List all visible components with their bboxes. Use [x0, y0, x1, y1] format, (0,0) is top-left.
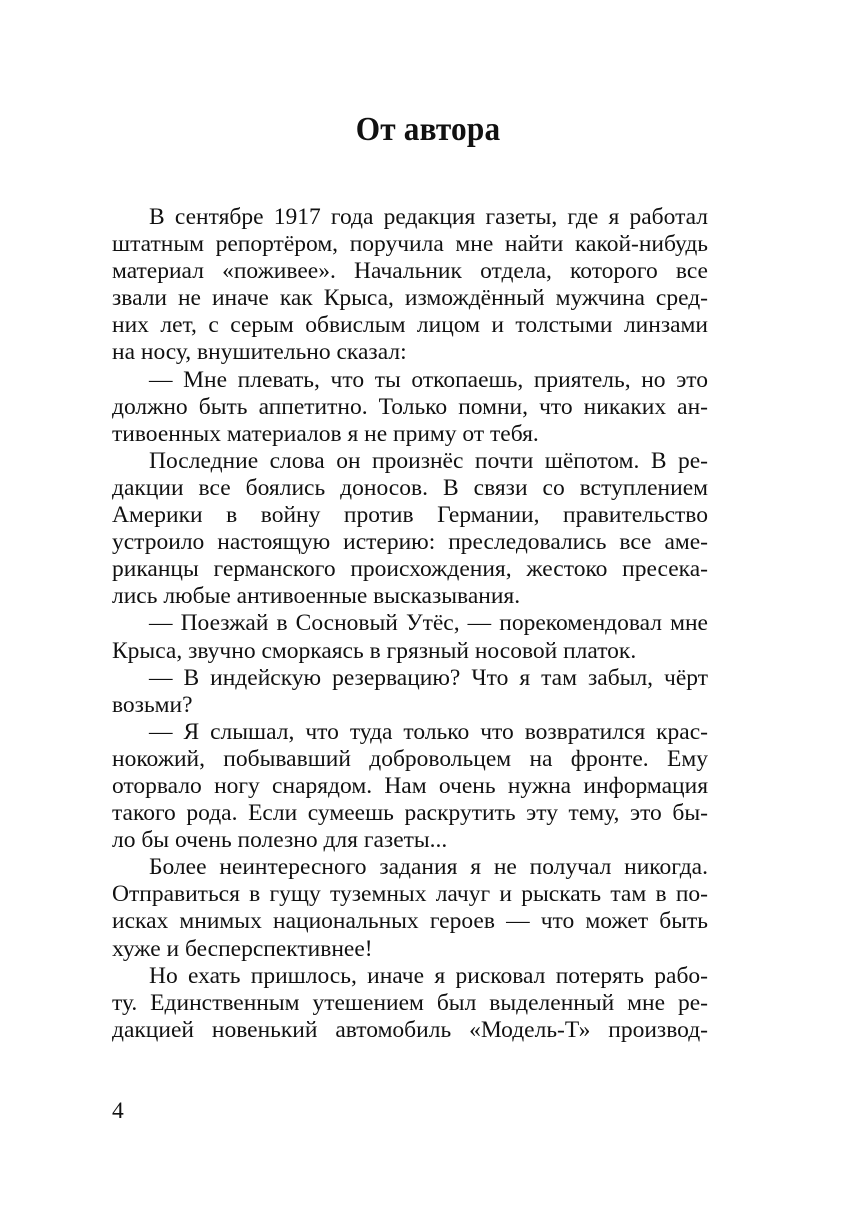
text-line: штатным репортёром, поручила мне найти какой-нибудь — [112, 231, 708, 258]
text-line: такого рода. Если сумеешь раскрутить эту тему, это бы- — [112, 800, 708, 827]
text-line: — Я слышал, что туда только что возвратился крас- — [149, 718, 708, 745]
text-line: лись любые антивоенные высказывания. — [112, 583, 521, 610]
text-line: оторвало ногу снарядом. Нам очень нужна информация — [112, 772, 708, 799]
text-line: возьми? — [112, 691, 193, 718]
text-line: звали не иначе как Крыса, измождённый мужчина сред- — [112, 285, 708, 312]
text-line: — Поезжай в Сосновый Утёс, — порекомендовал мне — [149, 610, 708, 637]
text-line: В сентябре 1917 года редакция газеты, где я работал — [149, 204, 708, 230]
text-line: — В индейскую резервацию? Что я там забыл, чёрт — [149, 664, 708, 691]
text-line: Более неинтересного задания я не получал никогда. — [149, 854, 708, 881]
text-line: дакцией новенький автомобиль «Модель-Т» производ- — [112, 1016, 708, 1043]
text-line: нокожий, побывавший добровольцем на фронте. Ему — [112, 745, 708, 772]
text-line: них лет, с серым обвислым лицом и толстыми линзами — [112, 312, 708, 339]
text-line: тивоенных материалов я не приму от тебя. — [112, 420, 539, 447]
text-line: ту. Единственным утешением был выделенный мне ре- — [112, 989, 708, 1016]
text-line: исках мнимых национальных героев — что может быть — [112, 908, 708, 935]
text-line: — Мне плевать, что ты откопаешь, приятель, но это — [149, 366, 708, 393]
text-line: хуже и бесперспективнее! — [112, 935, 373, 962]
text-line: Но ехать пришлось, иначе я рисковал потерять рабо- — [149, 962, 708, 989]
text-line: Последние слова он произнёс почти шёпотом. В ре- — [149, 447, 708, 474]
text-line: должно быть аппетитно. Только помни, что никаких ан- — [112, 393, 708, 420]
chapter-title: От автора — [355, 111, 501, 148]
page-number: 4 — [112, 1098, 124, 1124]
text-line: материал «поживее». Начальник отдела, которого все — [112, 258, 708, 285]
text-line: Крыса, звучно сморкаясь в грязный носовой платок. — [112, 637, 637, 664]
text-line: Отправиться в гущу туземных лачуг и рыскать там в по- — [112, 881, 708, 908]
text-line: устроило настоящую истерию: преследовались все аме- — [112, 529, 708, 556]
text-line: Америки в войну против Германии, правительство — [112, 502, 708, 529]
text-line: дакции все боялись доносов. В связи со вступлением — [112, 474, 708, 501]
text-line: ло бы очень полезно для газеты... — [112, 827, 448, 854]
text-line: риканцы германского происхождения, жестоко пресека- — [112, 556, 708, 583]
body-text — [112, 204, 708, 1044]
text-line: на носу, внушительно сказал: — [112, 339, 407, 366]
